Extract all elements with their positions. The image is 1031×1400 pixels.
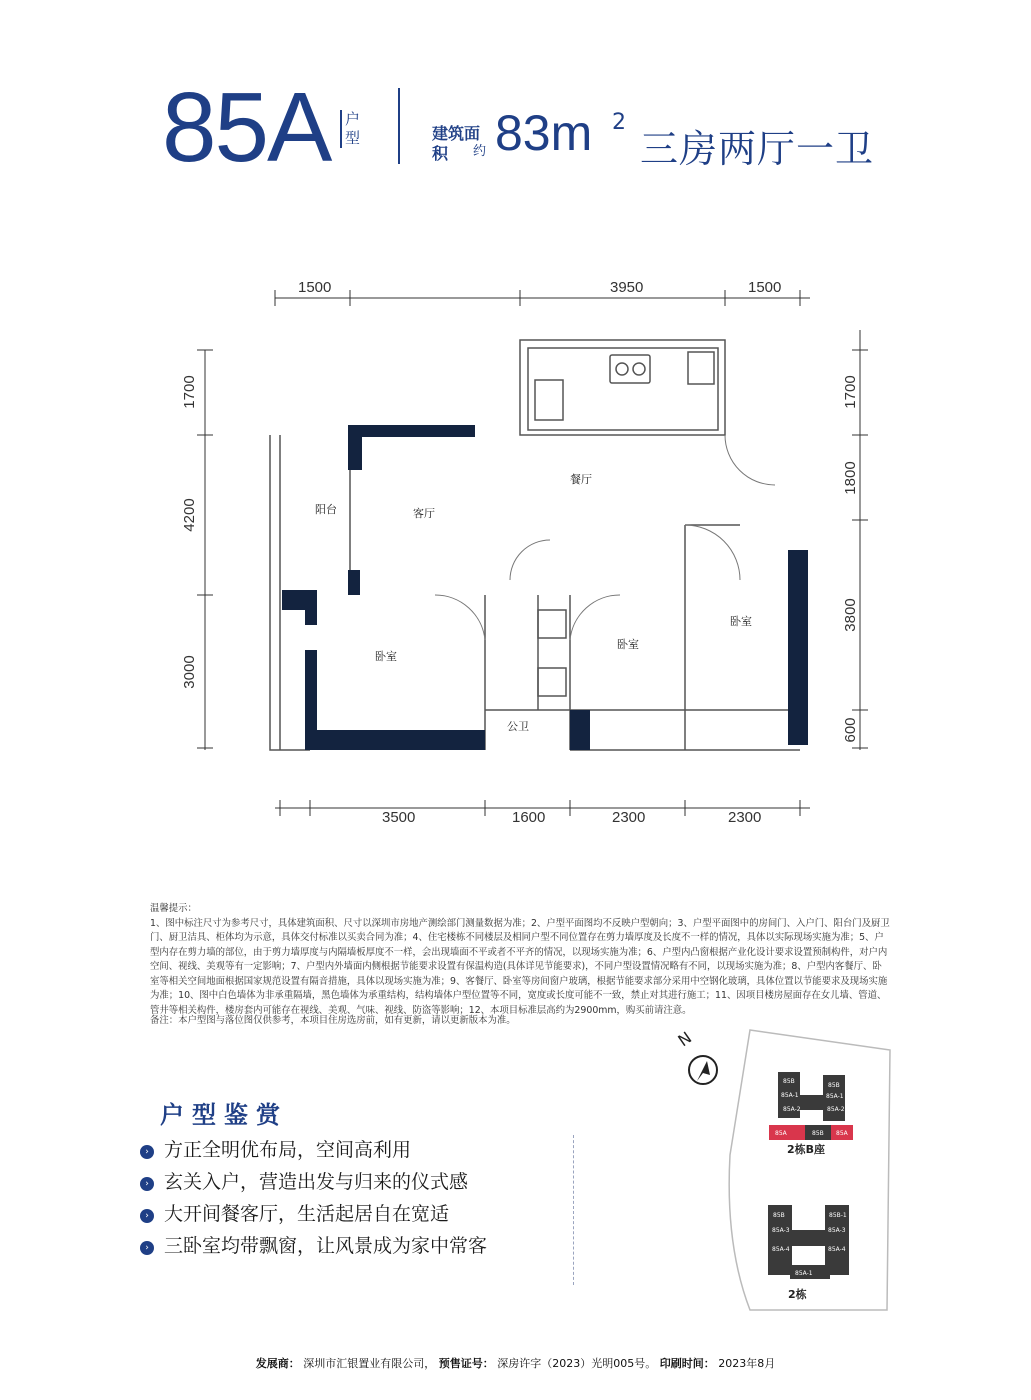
- dim-top-2: 3950: [610, 279, 644, 296]
- print-date: 2023年8月: [718, 1357, 776, 1370]
- room-balcony: 阳台: [315, 503, 337, 516]
- unit-tag: 户型: [340, 110, 369, 148]
- dim-bottom-4: 2300: [728, 809, 762, 826]
- svg-text:2栋B座: 2栋B座: [787, 1143, 826, 1156]
- footer: [0, 1355, 1031, 1371]
- bearing-walls: [282, 425, 808, 750]
- layout-name: 三房两厅一卫: [640, 127, 875, 171]
- unit-code: 85A: [162, 72, 331, 182]
- floor-plan: [170, 270, 870, 830]
- room-bedroom-1: 卧室: [375, 650, 397, 663]
- print-label: 印刷时间：: [659, 1357, 715, 1370]
- dim-top-1: 1500: [298, 279, 332, 296]
- svg-text:85B-1: 85B-1: [829, 1212, 847, 1219]
- svg-text:85A-1: 85A-1: [826, 1093, 844, 1100]
- developer-name: 深圳市汇银置业有限公司，: [303, 1357, 436, 1370]
- area-unit-sup: 2: [612, 110, 626, 135]
- bullet-icon: ›: [140, 1241, 154, 1255]
- header-divider: [398, 88, 400, 164]
- area-label: 建筑面积: [432, 124, 481, 163]
- notes-block: [150, 902, 890, 1018]
- svg-text:85B: 85B: [828, 1082, 840, 1089]
- room-bathroom: 公卫: [507, 720, 529, 733]
- dim-bottom-2: 1600: [512, 809, 546, 826]
- dim-right-3: 3800: [842, 598, 859, 632]
- svg-text:85A-4: 85A-4: [772, 1246, 790, 1253]
- dim-right-2: 1800: [842, 461, 859, 495]
- site-map: [655, 1025, 895, 1325]
- dim-left-1: 1700: [181, 375, 198, 409]
- building-2-b: [769, 1072, 853, 1156]
- bullet-icon: ›: [140, 1177, 154, 1191]
- features-divider: [573, 1135, 574, 1285]
- dim-left-3: 3000: [181, 655, 198, 689]
- area-approx: 约: [473, 144, 487, 159]
- area-value: 83m: [495, 105, 593, 161]
- svg-text:2栋: 2栋: [788, 1288, 807, 1301]
- building-2: [768, 1205, 849, 1301]
- dim-bottom-3: 2300: [612, 809, 646, 826]
- permit-number: 深房许字（2023）光明005号。: [497, 1357, 657, 1370]
- bullet-icon: ›: [140, 1145, 154, 1159]
- dim-left-2: 4200: [181, 498, 198, 532]
- dim-right-4: 600: [842, 717, 859, 743]
- svg-text:85A: 85A: [836, 1130, 848, 1137]
- svg-text:85A: 85A: [775, 1130, 787, 1137]
- dim-top-3: 1500: [748, 279, 782, 296]
- svg-text:85A-1: 85A-1: [781, 1092, 799, 1099]
- svg-text:85B: 85B: [773, 1212, 785, 1219]
- north-arrow-icon: [674, 1028, 717, 1084]
- bullet-icon: ›: [140, 1209, 154, 1223]
- svg-text:85A-4: 85A-4: [828, 1246, 846, 1253]
- room-bedroom-2: 卧室: [617, 638, 639, 651]
- svg-text:85A-1: 85A-1: [795, 1270, 813, 1277]
- room-bedroom-3: 卧室: [730, 615, 752, 628]
- remark: 备注：本户型图与落位图仅供参考，本项目住房选房前，如有更新，请以更新版本为准。: [150, 1015, 516, 1026]
- notes-title: 温馨提示：: [150, 903, 197, 914]
- svg-text:85A-2: 85A-2: [783, 1106, 801, 1113]
- svg-text:85A-3: 85A-3: [772, 1227, 790, 1234]
- svg-text:85B: 85B: [812, 1130, 824, 1137]
- dimension-lines: [197, 290, 868, 816]
- svg-text:85A-3: 85A-3: [828, 1227, 846, 1234]
- feature-item: › 方正全明优布局，空间高利用: [140, 1137, 411, 1163]
- svg-text:85B: 85B: [783, 1078, 795, 1085]
- partition-walls: [270, 340, 800, 750]
- dim-bottom-1: 3500: [382, 809, 416, 826]
- svg-text:85A-2: 85A-2: [827, 1106, 845, 1113]
- feature-item: › 玄关入户，营造出发与归来的仪式感: [140, 1169, 468, 1195]
- feature-item: › 三卧室均带飘窗，让风景成为家中常客: [140, 1233, 487, 1259]
- features-title: 户型鉴赏: [160, 1101, 288, 1129]
- svg-text:N: N: [674, 1027, 696, 1051]
- feature-item: › 大开间餐客厅，生活起居自在宽适: [140, 1201, 449, 1227]
- room-living: 客厅: [413, 507, 435, 520]
- door-swings: [435, 435, 775, 640]
- notes-body: 1、图中标注尺寸为参考尺寸，具体建筑面积、尺寸以深圳市房地产测绘部门测量数据为准；2、户型平面图均不反映户型朝向；3、户型平面图中的房间门、入户门、阳台门及厨卫门、厨卫洁具、柜体均为示意，具体交付标准以买卖合同为准；4、住宅楼栋不同楼层及相同户型不同位置存在剪力墙厚度及长度不一样的情况，具体以实际现场实施为准；5、户型内存在剪力墙的部位，由于剪力墙厚度与内隔墙板厚度不一样，会出现墙面不平或者不平齐的情况，以现场实施为准；6、户型内凸窗根据产业化设计要求设置预制构件，对户内空间、视线、美观等有一定影响；7、户型内外墙面内侧根据节能要求设置有保温构造(具体详见节能要求)，不同户型设置情况略有不同，以现场实施为准；8、户型内客餐厅、卧室等相关空间地面根据国家规范设置有隔音措施，具体以现场实施为准；9、客餐厅、卧室等房间窗户玻璃，根据节能要求部分采用中空钢化玻璃，具体位置以节能要求及现场实施为准；10、图中白色墙体为非承重隔墙，黑色墙体为承重结构，结构墙体户型位置等不同，宽度或长度可能不一致，禁止对其进行施工；11、因项目楼房屋面存在女儿墙、管道、管井等相关构件，楼房套内可能存在视线、美观、气味、视线、防盗等影响；12、本项目标准层高约为2900mm，购买前请注意。: [150, 917, 890, 1016]
- room-dining: 餐厅: [570, 473, 592, 486]
- permit-label: 预售证号：: [438, 1357, 494, 1370]
- developer-label: 发展商：: [255, 1357, 300, 1370]
- dim-right-1: 1700: [842, 375, 859, 409]
